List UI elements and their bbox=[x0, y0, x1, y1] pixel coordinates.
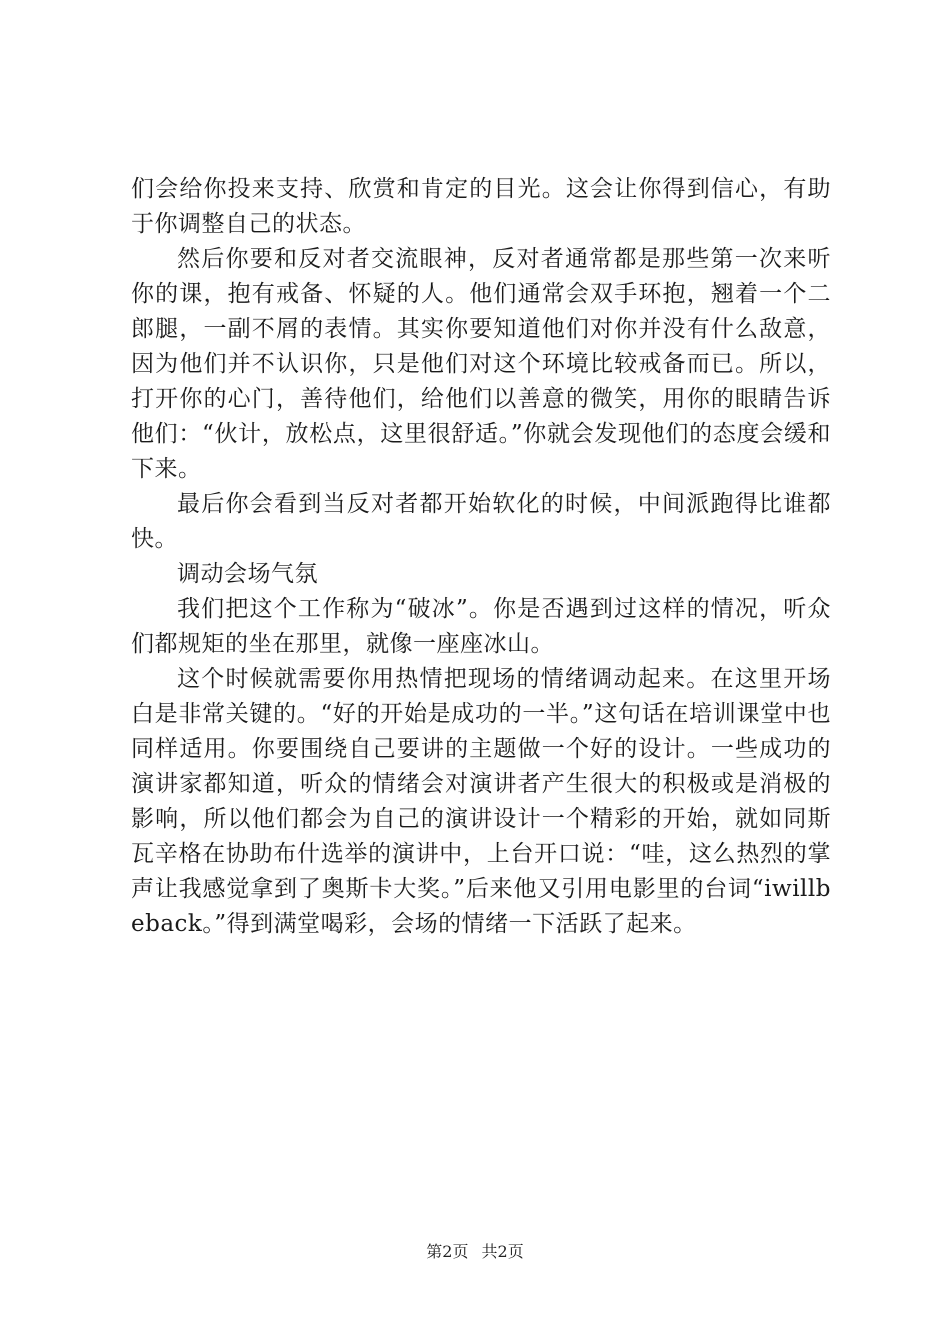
section-heading: 调动会场气氛 bbox=[177, 561, 318, 587]
paragraph-opening: 这个时候就需要你用热情把现场的情绪调动起来。在这里开场白是非常关键的。“好的开始是成功的一半。”这句话在培训课堂中也同样适用。你要围绕自己要讲的主题做一个好的设计。一些成功的演讲家都知道，听众的情绪会对演讲者产生很大的积极或是消极的影响，所以他们都会为自己的演讲设计一个精彩的开始，就如同斯瓦辛格在协助布什选举的演讲中，上台开口说：“哇，这么热烈的掌声让我感觉拿到了奥斯卡大奖。”后来他又引用电影里的台词“iwillbeback。”得到满堂喝彩，会场的情绪一下活跃了起来。 bbox=[131, 666, 831, 937]
page-total: 共2页 bbox=[481, 1242, 524, 1261]
page-number: 第2页 bbox=[426, 1242, 469, 1261]
paragraph-icebreak: 我们把这个工作称为“破冰”。你是否遇到过这样的情况，听众们都规矩的坐在那里，就像一座座冰山。 bbox=[131, 596, 831, 657]
paragraph-opponents: 然后你要和反对者交流眼神，反对者通常都是那些第一次来听你的课，抱有戒备、怀疑的人。他们通常会双手环抱，翘着一个二郎腿，一副不屑的表情。其实你要知道他们对你并没有什么敌意，因为他们并不认识你，只是他们对这个环境比较戒备而已。所以，打开你的心门，善待他们，给他们以善意的微笑，用你的眼睛告诉他们：“伙计，放松点，这里很舒适。”你就会发现他们的态度会缓和下来。 bbox=[131, 246, 831, 482]
paragraph-continued: 们会给你投来支持、欣赏和肯定的目光。这会让你得到信心，有助于你调整自己的状态。 bbox=[131, 176, 831, 237]
page-footer bbox=[0, 1242, 950, 1262]
body-text bbox=[131, 172, 831, 942]
paragraph-centrists: 最后你会看到当反对者都开始软化的时候，中间派跑得比谁都快。 bbox=[131, 491, 831, 552]
